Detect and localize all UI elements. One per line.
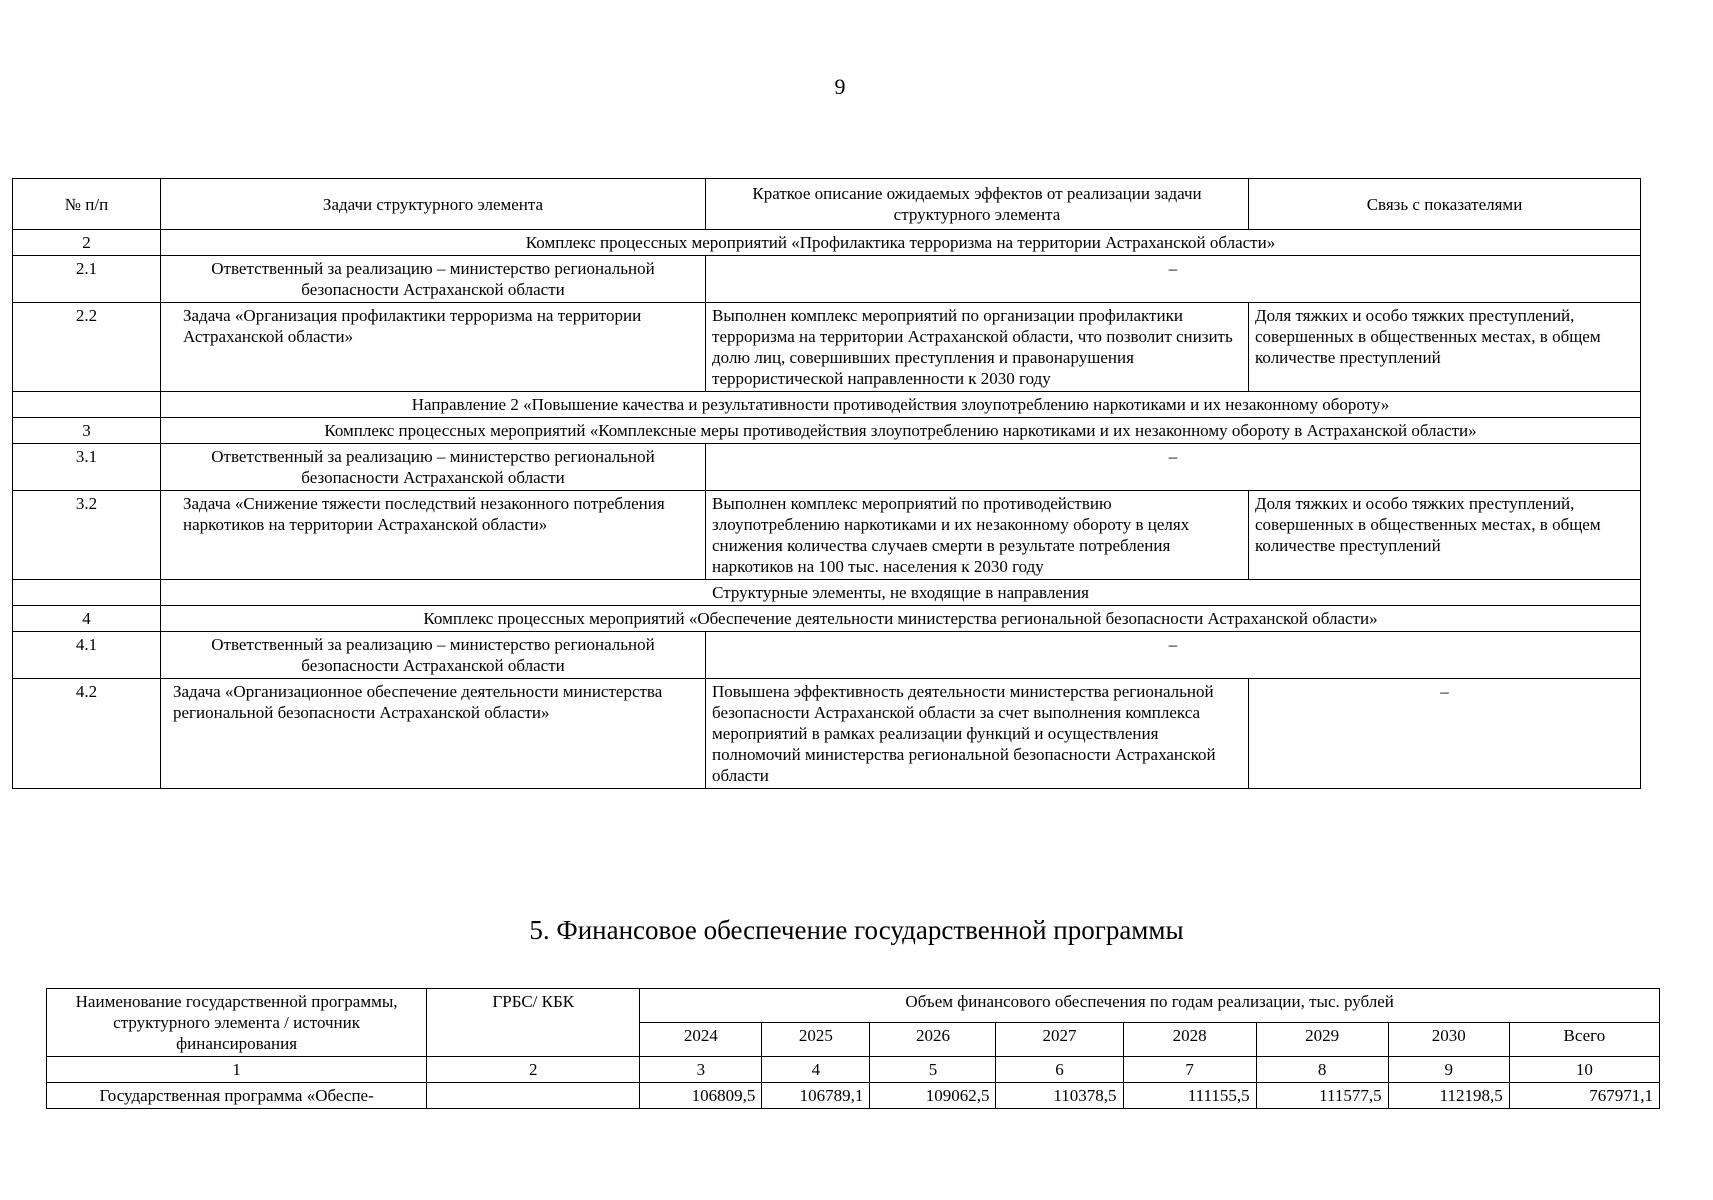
dash-cell: – (706, 632, 1641, 679)
col-number: 5 (870, 1057, 996, 1083)
row-num: 4.1 (13, 632, 161, 679)
col-number: 10 (1509, 1057, 1659, 1083)
table-row (13, 606, 1641, 632)
finance-header-row (47, 989, 1660, 1023)
year-2030: 2030 (1388, 1023, 1509, 1057)
row-num: 4 (13, 606, 161, 632)
value-2027: 110378,5 (996, 1083, 1123, 1109)
tasks-table (12, 178, 1641, 789)
task-text: Задача «Организация профилактики терроризма на территории Астраханской области» (161, 303, 706, 392)
value-2024: 106809,5 (640, 1083, 762, 1109)
row-span-text: Направление 2 «Повышение качества и результативности противодействия злоупотреблению наркотиками и их незаконному обороту» (161, 392, 1641, 418)
row-num (13, 580, 161, 606)
row-num: 3.1 (13, 444, 161, 491)
table-row (13, 230, 1641, 256)
grbs-cell (427, 1083, 640, 1109)
col-number: 1 (47, 1057, 427, 1083)
year-2027: 2027 (996, 1023, 1123, 1057)
effect-text: Повышена эффективность деятельности министерства региональной безопасности Астраханской области за счет выполнения комплекса мероприятий в рамках реализации функций и осуществления полномочий министерства региональной безопасности Астраханской области (706, 679, 1249, 789)
row-num: 2 (13, 230, 161, 256)
section-title: 5. Финансовое обеспечение государственной программы (529, 915, 1184, 945)
header-volume: Объем финансового обеспечения по годам реализации, тыс. рублей (640, 989, 1660, 1023)
table-row (47, 1083, 1660, 1109)
row-num: 4.2 (13, 679, 161, 789)
row-num: 2.2 (13, 303, 161, 392)
header-name: Наименование государственной программы, структурного элемента / источник финансирования (47, 989, 427, 1057)
table-row (13, 679, 1641, 789)
table-header-row (13, 179, 1641, 230)
year-2029: 2029 (1256, 1023, 1388, 1057)
indicator-text: Доля тяжких и особо тяжких преступлений, совершенных в общественных местах, в общем количестве преступлений (1249, 491, 1641, 580)
table-row (13, 418, 1641, 444)
row-num: 2.1 (13, 256, 161, 303)
table-row (13, 256, 1641, 303)
col-number: 9 (1388, 1057, 1509, 1083)
col-number: 2 (427, 1057, 640, 1083)
table-row (13, 392, 1641, 418)
row-num (13, 392, 161, 418)
responsible-text: Ответственный за реализацию – министерство региональной безопасности Астраханской области (161, 256, 706, 303)
col-number: 7 (1123, 1057, 1256, 1083)
page-number: 9 (834, 74, 846, 99)
col-number: 3 (640, 1057, 762, 1083)
dash-cell: – (706, 444, 1641, 491)
effect-text: Выполнен комплекс мероприятий по организации профилактики терроризма на территории Астраханской области, что позволит снизить долю лиц, совершивших преступления и правонарушения террористической направленности к 2030 году (706, 303, 1249, 392)
finance-table (46, 988, 1660, 1109)
value-2025: 106789,1 (762, 1083, 870, 1109)
value-total: 767971,1 (1509, 1083, 1659, 1109)
indicator-text: – (1249, 679, 1641, 789)
table-row (13, 303, 1641, 392)
task-text: Задача «Снижение тяжести последствий незаконного потребления наркотиков на территории Астраханской области» (161, 491, 706, 580)
header-effect: Краткое описание ожидаемых эффектов от реализации задачи структурного элемента (706, 179, 1249, 230)
header-link: Связь с показателями (1249, 179, 1641, 230)
responsible-text: Ответственный за реализацию – министерство региональной безопасности Астраханской области (161, 444, 706, 491)
col-number: 6 (996, 1057, 1123, 1083)
col-number: 8 (1256, 1057, 1388, 1083)
value-2030: 112198,5 (1388, 1083, 1509, 1109)
table-row (13, 491, 1641, 580)
finance-colnum-row (47, 1057, 1660, 1083)
header-grbs: ГРБС/ КБК (427, 989, 640, 1057)
row-span-text: Структурные элементы, не входящие в направления (161, 580, 1641, 606)
value-2028: 111155,5 (1123, 1083, 1256, 1109)
header-num: № п/п (13, 179, 161, 230)
header-task: Задачи структурного элемента (161, 179, 706, 230)
year-2028: 2028 (1123, 1023, 1256, 1057)
responsible-text: Ответственный за реализацию – министерство региональной безопасности Астраханской области (161, 632, 706, 679)
dash-cell: – (706, 256, 1641, 303)
task-text: Задача «Организационное обеспечение деятельности министерства региональной безопасности Астраханской области» (161, 679, 706, 789)
value-2029: 111577,5 (1256, 1083, 1388, 1109)
row-span-text: Комплекс процессных мероприятий «Обеспечение деятельности министерства региональной безопасности Астраханской области» (161, 606, 1641, 632)
year-2026: 2026 (870, 1023, 996, 1057)
value-2026: 109062,5 (870, 1083, 996, 1109)
year-2024: 2024 (640, 1023, 762, 1057)
row-num: 3 (13, 418, 161, 444)
row-span-text: Комплекс процессных мероприятий «Профилактика терроризма на территории Астраханской области» (161, 230, 1641, 256)
row-span-text: Комплекс процессных мероприятий «Комплексные меры противодействия злоупотреблению наркотиками и их незаконному обороту в Астраханской области» (161, 418, 1641, 444)
table-row (13, 580, 1641, 606)
year-2025: 2025 (762, 1023, 870, 1057)
col-number: 4 (762, 1057, 870, 1083)
table-row (13, 444, 1641, 491)
row-num: 3.2 (13, 491, 161, 580)
effect-text: Выполнен комплекс мероприятий по противодействию злоупотреблению наркотиками и их незаконному обороту в целях снижения количества случаев смерти в результате потребления наркотиков на 100 тыс. населения к 2030 году (706, 491, 1249, 580)
program-name: Государственная программа «Обеспе- (47, 1083, 427, 1109)
year-total: Всего (1509, 1023, 1659, 1057)
indicator-text: Доля тяжких и особо тяжких преступлений, совершенных в общественных местах, в общем количестве преступлений (1249, 303, 1641, 392)
table-row (13, 632, 1641, 679)
